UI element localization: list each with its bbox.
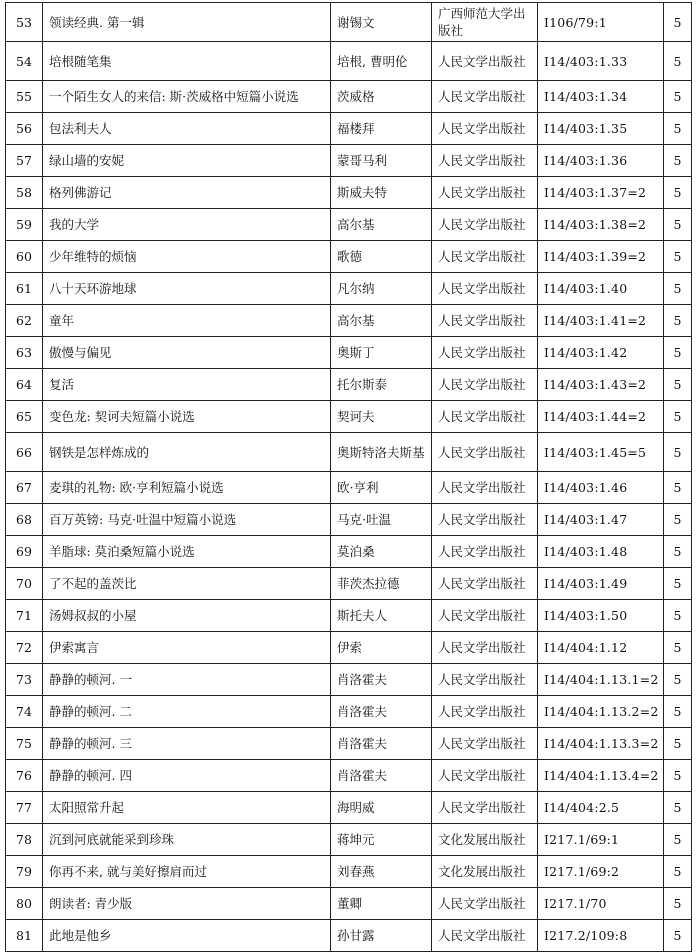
book-author: 谢锡文 [331, 3, 432, 42]
row-number: 72 [6, 632, 43, 664]
book-author: 斯托夫人 [331, 600, 432, 632]
row-number: 70 [6, 568, 43, 600]
row-number: 61 [6, 273, 43, 305]
call-number: I14/403:1.41=2 [538, 305, 664, 337]
copy-count: 5 [664, 792, 692, 824]
book-publisher: 人民文学出版社 [432, 209, 538, 241]
table-row [6, 337, 692, 369]
row-number: 59 [6, 209, 43, 241]
call-number: I14/404:2.5 [538, 792, 664, 824]
book-publisher: 人民文学出版社 [432, 42, 538, 81]
book-author: 肖洛霍夫 [331, 760, 432, 792]
copy-count: 5 [664, 145, 692, 177]
copy-count: 5 [664, 305, 692, 337]
call-number: I14/403:1.35 [538, 113, 664, 145]
book-author: 凡尔纳 [331, 273, 432, 305]
call-number: I14/404:1.13.3=2 [538, 728, 664, 760]
call-number: I14/404:1.12 [538, 632, 664, 664]
copy-count: 5 [664, 209, 692, 241]
row-number: 77 [6, 792, 43, 824]
copy-count: 5 [664, 177, 692, 209]
call-number: I14/403:1.44=2 [538, 401, 664, 433]
book-author: 菲茨杰拉德 [331, 568, 432, 600]
table-row [6, 472, 692, 504]
book-publisher: 广西师范大学出版社 [432, 3, 538, 42]
table-row [6, 241, 692, 273]
book-title: 绿山墙的安妮 [43, 145, 331, 177]
book-publisher: 人民文学出版社 [432, 600, 538, 632]
row-number: 53 [6, 3, 43, 42]
row-number: 64 [6, 369, 43, 401]
call-number: I14/403:1.34 [538, 81, 664, 113]
table-row [6, 401, 692, 433]
copy-count: 5 [664, 472, 692, 504]
book-title: 羊脂球: 莫泊桑短篇小说选 [43, 536, 331, 568]
call-number: I14/403:1.36 [538, 145, 664, 177]
book-publisher: 人民文学出版社 [432, 401, 538, 433]
table-row [6, 145, 692, 177]
book-title: 朗读者: 青少版 [43, 888, 331, 920]
book-title: 复活 [43, 369, 331, 401]
book-publisher: 人民文学出版社 [432, 433, 538, 472]
book-author: 海明威 [331, 792, 432, 824]
table-row [6, 696, 692, 728]
book-title: 百万英镑: 马克·吐温中短篇小说选 [43, 504, 331, 536]
copy-count: 5 [664, 568, 692, 600]
copy-count: 5 [664, 824, 692, 856]
copy-count: 5 [664, 600, 692, 632]
book-author: 欧·亨利 [331, 472, 432, 504]
row-number: 75 [6, 728, 43, 760]
copy-count: 5 [664, 369, 692, 401]
table-row [6, 792, 692, 824]
call-number: I14/403:1.46 [538, 472, 664, 504]
book-title: 静静的顿河. 三 [43, 728, 331, 760]
book-list-table [5, 2, 692, 952]
book-author: 董卿 [331, 888, 432, 920]
book-author: 培根, 曹明伦 [331, 42, 432, 81]
copy-count: 5 [664, 42, 692, 81]
book-publisher: 人民文学出版社 [432, 920, 538, 952]
copy-count: 5 [664, 728, 692, 760]
book-author: 刘春燕 [331, 856, 432, 888]
call-number: I14/403:1.40 [538, 273, 664, 305]
book-author: 歌德 [331, 241, 432, 273]
table-row [6, 632, 692, 664]
book-author: 高尔基 [331, 209, 432, 241]
book-author: 茨威格 [331, 81, 432, 113]
table-row [6, 42, 692, 81]
copy-count: 5 [664, 536, 692, 568]
book-title: 一个陌生女人的来信: 斯·茨威格中短篇小说选 [43, 81, 331, 113]
book-publisher: 人民文学出版社 [432, 113, 538, 145]
book-title: 了不起的盖茨比 [43, 568, 331, 600]
call-number: I14/403:1.33 [538, 42, 664, 81]
book-publisher: 人民文学出版社 [432, 273, 538, 305]
copy-count: 5 [664, 664, 692, 696]
copy-count: 5 [664, 241, 692, 273]
table-row [6, 273, 692, 305]
book-author: 伊索 [331, 632, 432, 664]
book-publisher: 人民文学出版社 [432, 472, 538, 504]
call-number: I14/403:1.45=5 [538, 433, 664, 472]
row-number: 62 [6, 305, 43, 337]
book-title: 静静的顿河. 一 [43, 664, 331, 696]
book-author: 契诃夫 [331, 401, 432, 433]
table-row [6, 433, 692, 472]
row-number: 60 [6, 241, 43, 273]
copy-count: 5 [664, 856, 692, 888]
book-title: 汤姆叔叔的小屋 [43, 600, 331, 632]
row-number: 66 [6, 433, 43, 472]
row-number: 76 [6, 760, 43, 792]
book-author: 蒋坤元 [331, 824, 432, 856]
book-title: 静静的顿河. 二 [43, 696, 331, 728]
book-publisher: 人民文学出版社 [432, 760, 538, 792]
book-title: 此地是他乡 [43, 920, 331, 952]
book-author: 福楼拜 [331, 113, 432, 145]
row-number: 78 [6, 824, 43, 856]
row-number: 69 [6, 536, 43, 568]
row-number: 56 [6, 113, 43, 145]
table-row [6, 536, 692, 568]
copy-count: 5 [664, 920, 692, 952]
copy-count: 5 [664, 888, 692, 920]
copy-count: 5 [664, 696, 692, 728]
call-number: I14/403:1.47 [538, 504, 664, 536]
copy-count: 5 [664, 433, 692, 472]
table-row [6, 177, 692, 209]
book-author: 肖洛霍夫 [331, 728, 432, 760]
book-title: 八十天环游地球 [43, 273, 331, 305]
book-title: 格列佛游记 [43, 177, 331, 209]
row-number: 68 [6, 504, 43, 536]
book-publisher: 人民文学出版社 [432, 792, 538, 824]
book-publisher: 人民文学出版社 [432, 568, 538, 600]
table-row [6, 888, 692, 920]
book-author: 斯威夫特 [331, 177, 432, 209]
book-publisher: 人民文学出版社 [432, 177, 538, 209]
row-number: 74 [6, 696, 43, 728]
book-publisher: 人民文学出版社 [432, 145, 538, 177]
call-number: I217.1/70 [538, 888, 664, 920]
row-number: 67 [6, 472, 43, 504]
table-row [6, 209, 692, 241]
book-publisher: 人民文学出版社 [432, 536, 538, 568]
book-title: 沉到河底就能采到珍珠 [43, 824, 331, 856]
row-number: 65 [6, 401, 43, 433]
book-title: 伊索寓言 [43, 632, 331, 664]
call-number: I217.2/109:8 [538, 920, 664, 952]
row-number: 55 [6, 81, 43, 113]
book-title: 少年维特的烦恼 [43, 241, 331, 273]
call-number: I106/79:1 [538, 3, 664, 42]
book-author: 奥斯特洛夫斯基 [331, 433, 432, 472]
book-publisher: 人民文学出版社 [432, 888, 538, 920]
table-row [6, 81, 692, 113]
row-number: 71 [6, 600, 43, 632]
copy-count: 5 [664, 504, 692, 536]
book-publisher: 文化发展出版社 [432, 856, 538, 888]
book-author: 孙甘露 [331, 920, 432, 952]
copy-count: 5 [664, 337, 692, 369]
table-row [6, 3, 692, 42]
book-title: 培根随笔集 [43, 42, 331, 81]
book-author: 奥斯丁 [331, 337, 432, 369]
book-publisher: 人民文学出版社 [432, 305, 538, 337]
call-number: I14/403:1.48 [538, 536, 664, 568]
row-number: 81 [6, 920, 43, 952]
table-row [6, 664, 692, 696]
book-author: 马克·吐温 [331, 504, 432, 536]
book-publisher: 人民文学出版社 [432, 696, 538, 728]
book-title: 静静的顿河. 四 [43, 760, 331, 792]
book-publisher: 文化发展出版社 [432, 824, 538, 856]
table-row [6, 369, 692, 401]
call-number: I14/403:1.38=2 [538, 209, 664, 241]
copy-count: 5 [664, 81, 692, 113]
book-title: 童年 [43, 305, 331, 337]
row-number: 54 [6, 42, 43, 81]
book-title: 麦琪的礼物: 欧·亨利短篇小说选 [43, 472, 331, 504]
book-title: 太阳照常升起 [43, 792, 331, 824]
copy-count: 5 [664, 401, 692, 433]
book-author: 莫泊桑 [331, 536, 432, 568]
table-row [6, 856, 692, 888]
book-author: 肖洛霍夫 [331, 696, 432, 728]
book-title: 领读经典. 第一辑 [43, 3, 331, 42]
table-row [6, 824, 692, 856]
book-author: 肖洛霍夫 [331, 664, 432, 696]
book-publisher: 人民文学出版社 [432, 337, 538, 369]
row-number: 73 [6, 664, 43, 696]
table-row [6, 305, 692, 337]
row-number: 63 [6, 337, 43, 369]
book-publisher: 人民文学出版社 [432, 369, 538, 401]
call-number: I14/403:1.42 [538, 337, 664, 369]
call-number: I14/404:1.13.4=2 [538, 760, 664, 792]
row-number: 80 [6, 888, 43, 920]
table-row [6, 504, 692, 536]
table-row [6, 600, 692, 632]
call-number: I217.1/69:2 [538, 856, 664, 888]
copy-count: 5 [664, 113, 692, 145]
book-title: 傲慢与偏见 [43, 337, 331, 369]
call-number: I14/403:1.49 [538, 568, 664, 600]
call-number: I217.1/69:1 [538, 824, 664, 856]
copy-count: 5 [664, 273, 692, 305]
book-author: 蒙哥马利 [331, 145, 432, 177]
row-number: 58 [6, 177, 43, 209]
call-number: I14/404:1.13.2=2 [538, 696, 664, 728]
table-row [6, 728, 692, 760]
book-publisher: 人民文学出版社 [432, 241, 538, 273]
table-row [6, 568, 692, 600]
book-title: 你再不来, 就与美好擦肩而过 [43, 856, 331, 888]
row-number: 79 [6, 856, 43, 888]
book-publisher: 人民文学出版社 [432, 81, 538, 113]
table-row [6, 920, 692, 952]
book-publisher: 人民文学出版社 [432, 728, 538, 760]
call-number: I14/403:1.37=2 [538, 177, 664, 209]
book-title: 包法利夫人 [43, 113, 331, 145]
table-row [6, 760, 692, 792]
book-publisher: 人民文学出版社 [432, 632, 538, 664]
book-author: 托尔斯泰 [331, 369, 432, 401]
book-list-body [6, 3, 692, 952]
book-publisher: 人民文学出版社 [432, 504, 538, 536]
call-number: I14/404:1.13.1=2 [538, 664, 664, 696]
call-number: I14/403:1.43=2 [538, 369, 664, 401]
book-title: 钢铁是怎样炼成的 [43, 433, 331, 472]
book-publisher: 人民文学出版社 [432, 664, 538, 696]
row-number: 57 [6, 145, 43, 177]
copy-count: 5 [664, 760, 692, 792]
copy-count: 5 [664, 3, 692, 42]
book-title: 变色龙: 契诃夫短篇小说选 [43, 401, 331, 433]
book-author: 高尔基 [331, 305, 432, 337]
copy-count: 5 [664, 632, 692, 664]
table-row [6, 113, 692, 145]
call-number: I14/403:1.50 [538, 600, 664, 632]
call-number: I14/403:1.39=2 [538, 241, 664, 273]
book-title: 我的大学 [43, 209, 331, 241]
